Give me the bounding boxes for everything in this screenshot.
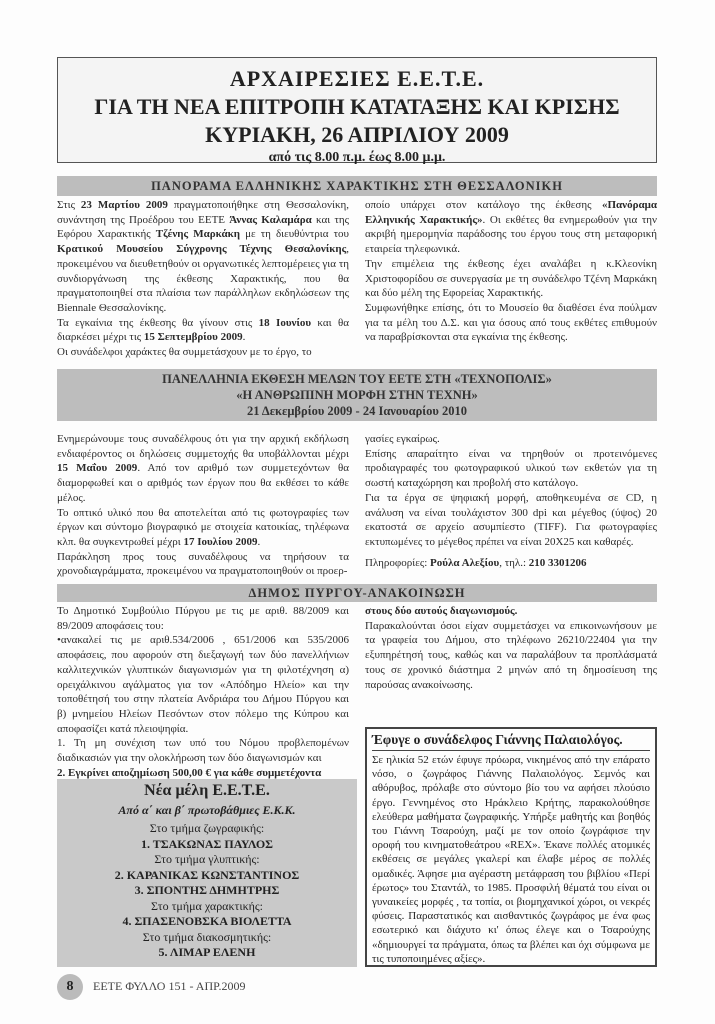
paragraph: οποίο υπάρχει στον κατάλογο της έκθεσης «Πανόραμα Ελληνικής Χαρακτικής». Οι εκθέτες θα ενημερωθούν για την ακριβή ημερομηνία παράδοσης του έργου τους στη μεταφορική εταιρεία τηλεφωνικά.	[365, 199, 657, 256]
paragraph: Ενημερώνουμε τους συναδέλφους ότι για την αρχική εκδήλωση ενδιαφέροντος οι δηλώσεις συμμετοχής θα υποβάλλονται μέχρι 15 Μαΐου 2009. Από τον αριθμό των συμμετεχόντων θα διαμορφωθεί και ο αριθμός των έργων που θα εκθέσει το κάθε μέλος.	[57, 433, 349, 504]
paragraph: γασίες εγκαίρως.	[365, 433, 440, 445]
pyrgos-right-column	[365, 604, 657, 692]
paragraph: Τα εγκαίνια της έκθεσης θα γίνουν στις 18 Ιουνίου και θα διαρκέσει μέχρι τις 15 Σεπτεμβρίου 2009.	[57, 316, 349, 344]
exhibition-dates: 21 Δεκεμβρίου 2009 - 24 Ιανουαρίου 2010	[246, 404, 468, 418]
paragraph: Επίσης απαραίτητο είναι να τηρηθούν οι προτεινόμενες προδιαγραφές του φωτογραφικού υλικού των εκθετών για τη σωστή καταχώρηση και προβολή στο κατάλογο.	[365, 447, 657, 490]
paragraph: στους δύο αυτούς διαγωνισμούς.	[365, 605, 518, 617]
exhibition-subtitle: «Η ΑΝΘΡΩΠΙΝΗ ΜΟΡΦΗ ΣΤΗΝ ΤΕΧΝΗ»	[236, 388, 478, 402]
page-number: 8	[57, 974, 83, 1000]
paragraph: Παράκληση προς τους συναδέλφους να τηρήσουν τα χρονοδιαγράμματα, προκειμένου να πραγματοποιηθούν οι προερ-	[57, 550, 349, 578]
obituary-body: Σε ηλικία 52 ετών έφυγε πρόωρα, νικημένος από την επάρατο νόσο, ο ζωγράφος Γιάννης Παλαιολόγος. Σεμνός και αθόρυβος, πρόλαβε στο σύντομο βίο του να αφήσει πλούσιο έργο. Γεννημένος στο Ηράκλειο Κρήτης, παρακολούθησε ελεύθερα μαθήματα ζωγραφικής. Υπήρξε μαθητής και βοηθός του Γιάννη Τσαρούχη, μαζί με τον οποίο ζωγράφισε την οροφή του κινηματοθεάτρου «REX». Έκανε πολλές ατομικές εκθέσεις σε μεγάλες γκαλερί και έλαβε μέρος σε πολλές ομαδικές. Άφησε μια αγέραστη μετάφραση του βιβλίου «Περί έρωτος» του Σταντάλ, το 1985. Προσφιλή θέματά του είναι οι γυναικείες μορφές , τα τοπία, οι βιομηχανικοί χώροι, οι νεκρές φύσεις. Παραστατικός και αισθαντικός ζωγράφος με ένα φως εσωτερικό και διάχυτο κι' όπως έλεγε και ο Τσαρούχης «δημιουργεί τα πράγματα, όπως τα βλέπει και όχι σύμφωνα με τις τυποποιημένες αξίες».	[372, 754, 650, 965]
paragraph: 2. Εγκρίνει αποζημίωση 500,00 € για κάθε συμμετέχοντα	[57, 766, 322, 779]
department-label: Στο τμήμα διακοσμητικής:	[142, 929, 272, 944]
panorama-left-column	[57, 198, 349, 360]
section-heading-exhibition	[57, 369, 657, 421]
member-name: 5. ΛΙΜΑΡ ΕΛΕΝΗ	[158, 945, 256, 959]
new-members-box	[57, 779, 357, 967]
paragraph: Το Δημοτικό Συμβούλιο Πύργου με τις με αριθ. 88/2009 και 89/2009 αποφάσεις του:	[57, 605, 349, 632]
member-name: 1. ΤΣΑΚΩΝΑΣ ΠΑΥΛΟΣ	[140, 836, 274, 851]
elections-header-box	[57, 57, 657, 163]
member-name: 4. ΣΠΑΣΕΝΟΒΣΚΑ ΒΙΟΛΕΤΤΑ	[122, 914, 292, 928]
paragraph: Την επιμέλεια της έκθεσης έχει αναλάβει η κ.Κλεονίκη Χριστοφορίδου σε συνεργασία με τη συνάδελφο Τζένη Μαρκάκη και δύο μέλη της Εφορείας Χαρακτικής.	[365, 257, 657, 300]
exhibition-title: ΠΑΝΕΛΛΗΝΙΑ ΕΚΘΕΣΗ ΜΕΛΩΝ ΤΟΥ ΕΕΤΕ ΣΤΗ «ΤΕΧΝΟΠΟΛΙΣ»	[162, 372, 552, 386]
panorama-right-column	[365, 198, 657, 345]
exhibition-left-column	[57, 432, 349, 579]
department-label: Στο τμήμα ζωγραφικής:	[149, 821, 265, 835]
info-contact: Πληροφορίες: Ρούλα Αλεξίου, τηλ.: 210 3301206	[365, 556, 587, 569]
obituary-title: Έφυγε ο συνάδελφος Γιάννης Παλαιολόγος.	[372, 732, 650, 751]
new-members-subtitle: Από α΄ και β΄ πρωτοβάθμιες Ε.Κ.Κ.	[118, 803, 296, 817]
footer-issue-text: ΕΕΤΕ ΦΥΛΛΟ 151 - ΑΠΡ.2009	[93, 979, 246, 993]
department-label: Στο τμήμα χαρακτικής:	[151, 898, 263, 913]
paragraph: Για τα έργα σε ψηφιακή μορφή, αποθηκευμένα σε CD, η ανάλυση να είναι τουλάχιστον 300 dpi και μέγεθος (ύψος) 20 εκατοστά σε αρχείο ασυμπίεστο (TIFF). Για φωτογραφίες εκτυπωμένες το μέγεθος πρέπει να είναι 20Χ25 και καθαρές.	[365, 491, 657, 548]
header-subtitle: ΓΙΑ ΤΗ ΝΕΑ ΕΠΙΤΡΟΠΗ ΚΑΤΑΤΑΞΗΣ ΚΑΙ ΚΡΙΣΗΣ	[94, 94, 620, 119]
paragraph: 1. Τη μη συνέχιση των υπό του Νόμου προβλεπομένων διαδικασιών για την ολοκλήρωση των δύο διαγωνισμών και	[57, 737, 349, 765]
paragraph: •ανακαλεί τις με αριθ.534/2006 , 651/2006 και 535/2006 αποφάσεις, που αφορούν στη διεξαγωγή των δύο πανελλήνιων καλλιτεχνικών γλυπτικών διαγωνισμών για τη φιλοτέχνηση α) ορειχάλκινου αγάλματος για τον «Απόδημο Ηλείο» και την τοποθέτησή του στην πλατεία Ανδριάρα του Δήμου Πύργου και β) μνημείου Ηλείων Πεσόντων στον πόλεμο της Κύπρου και αποφασίζει κατά πλειοψηφία.	[57, 634, 349, 735]
paragraph: Οι συνάδελφοι χαράκτες θα συμμετάσχουν με το έργο, το	[57, 346, 312, 359]
page-footer	[57, 974, 307, 1000]
paragraph: Το οπτικό υλικό που θα αποτελείται από τις φωτογραφίες των έργων και σύντομο βιογραφικό με στοιχεία κατοικίας, τηλέφωνα κλπ. θα συγκεντρωθεί μέχρι 17 Ιουλίου 2009.	[57, 506, 349, 548]
member-name: 3. ΣΠΟΝΤΗΣ ΔΗΜΗΤΡΗΣ	[134, 883, 280, 897]
header-title: ΑΡΧΑΙΡΕΣΙΕΣ Ε.Ε.Τ.Ε.	[229, 66, 485, 91]
member-name: 2. ΚΑΡΑΝΙΚΑΣ ΚΩΝΣΤΑΝΤΙΝΟΣ	[114, 867, 300, 882]
section-heading-pyrgos: ΔΗΜΟΣ ΠΥΡΓΟΥ-ΑΝΑΚΟΙΝΩΣΗ	[57, 584, 657, 602]
department-label: Στο τμήμα γλυπτικής:	[154, 852, 260, 866]
paragraph: Στις 23 Μαρτίου 2009 πραγματοποιήθηκε στη Θεσσαλονίκη, συνάντηση της Προέδρου του ΕΕΤΕ Άννας Καλαμάρα και της Εφόρου Χαρακτικής Τζένης Μαρκάκη με τη διευθύντρια του Κρατικού Μουσείου Σύγχρονης Τέχνης Θεσαλονίκης, προκειμένου να διευθετηθούν οι οργανωτικές λεπτομέρειες για τη συνδιοργάνωση της έκθεσης Χαρακτικής, που θα πραγματοποιηθεί στα πλαίσια των παράλληλων εκδηλώσεων της Biennale Θεσσαλονίκης.	[57, 199, 349, 314]
header-hours: από τις 8.00 π.μ. έως 8.00 μ.μ.	[268, 150, 446, 165]
paragraph: Συμφωνήθηκε επίσης, ότι το Μουσείο θα διαθέσει ένα πούλμαν για τα μέλη του Δ.Σ. και για όσους από τους εκθέτες επιθυμούν να παραβρίσκονται στα εγκαίνια της έκθεσης.	[365, 301, 657, 344]
obituary-box	[365, 727, 657, 967]
new-members-title: Νέα μέλη Ε.Ε.Τ.Ε.	[144, 782, 270, 799]
pyrgos-left-column	[57, 604, 349, 780]
exhibition-right-column	[365, 432, 657, 570]
header-date: ΚΥΡΙΑΚΗ, 26 ΑΠΡΙΛΙΟΥ 2009	[205, 122, 509, 147]
section-heading-panorama: ΠΑΝΟΡΑΜΑ ΕΛΛΗΝΙΚΗΣ ΧΑΡΑΚΤΙΚΗΣ ΣΤΗ ΘΕΣΣΑΛΟΝΙΚΗ	[57, 176, 657, 196]
paragraph: Παρακαλούνται όσοι είχαν συμμετάσχει να επικοινωνήσουν με τα γραφεία του Δήμου, στο τηλέφωνο 26210/22404 για την εξυπηρέτησή τους, καθώς και να παραλάβουν τα προπλάσματά τους σε χρονικό διάστημα 2 μηνών από τη δημοσίευση της παρούσας ανακοίνωσης.	[365, 619, 657, 691]
